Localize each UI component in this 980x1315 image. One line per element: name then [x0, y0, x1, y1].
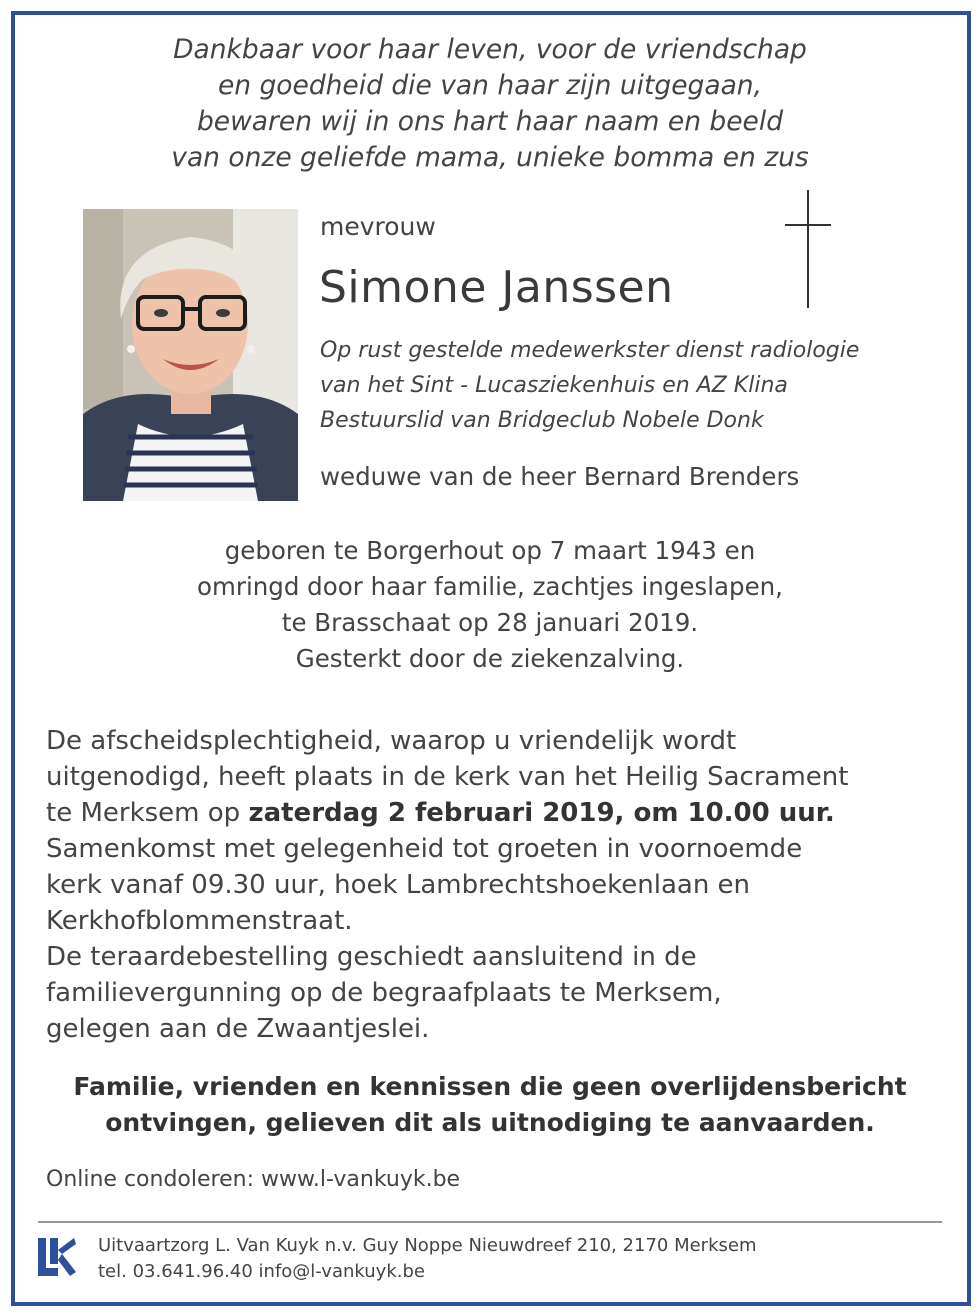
ceremony-place: te Merksem op [46, 798, 249, 828]
ceremony-line: De teraardebestelling geschiedt aansluitend in de [46, 942, 697, 972]
footer-divider [38, 1221, 942, 1223]
notice-line: ontvingen, gelieven dit als uitnodiging te aanvaarden. [105, 1108, 875, 1137]
footer-contact: tel. 03.641.96.40 info@l-vankuyk.be [98, 1261, 425, 1282]
salutation: mevrouw [320, 212, 436, 241]
ceremony-line: kerk vanaf 09.30 uur, hoek Lambrechtshoekenlaan en [46, 870, 751, 900]
ceremony-line: familievergunning op de begraafplaats te Merksem, [46, 978, 722, 1008]
cross-icon [785, 190, 831, 308]
birth-line: geboren te Borgerhout op 7 maart 1943 en [224, 536, 756, 565]
online-condolence-link[interactable]: Online condoleren: www.l-vankuyk.be [46, 1167, 461, 1192]
ceremony-line: De afscheidsplechtigheid, waarop u vriendelijk wordt [46, 726, 737, 756]
notice-line: Familie, vrienden en kennissen die geen overlijdensbericht [73, 1072, 907, 1101]
roles-list [320, 333, 859, 438]
birth-line: te Brasschaat op 28 januari 2019. [281, 608, 699, 637]
role-line: van het Sint - Lucasziekenhuis en AZ Klina [320, 373, 788, 398]
poem-line: Dankbaar voor haar leven, voor de vriendschap [173, 34, 807, 65]
ceremony-line: Kerkhofblommenstraat. [46, 906, 353, 936]
birth-death-info [0, 533, 980, 677]
birth-line: omringd door haar familie, zachtjes ingeslapen, [197, 572, 783, 601]
role-line: Op rust gestelde medewerkster dienst radiologie [320, 338, 860, 363]
birth-line: Gesterkt door de ziekenzalving. [295, 644, 685, 673]
opening-poem [0, 32, 980, 176]
ceremony-line: Samenkomst met gelegenheid tot groeten in voornoemde [46, 834, 803, 864]
ceremony-date: zaterdag 2 februari 2019, om 10.00 uur. [248, 798, 835, 828]
poem-line: en goedheid die van haar zijn uitgegaan, [217, 70, 763, 101]
ceremony-line: uitgenodigd, heeft plaats in de kerk van het Heilig Sacrament [46, 762, 849, 792]
ceremony-details [46, 723, 848, 1047]
funeral-home-logo [36, 1236, 78, 1278]
footer-address: Uitvaartzorg L. Van Kuyk n.v. Guy Noppe Nieuwdreef 210, 2170 Merksem [98, 1235, 757, 1256]
portrait-photo [83, 209, 298, 501]
widow-line: weduwe van de heer Bernard Brenders [320, 462, 800, 491]
poem-line: van onze geliefde mama, unieke bomma en zus [171, 142, 809, 173]
ceremony-line [46, 795, 848, 831]
invitation-notice [0, 1069, 980, 1141]
poem-line: bewaren wij in ons hart haar naam en beeld [196, 106, 784, 137]
role-line: Bestuurslid van Bridgeclub Nobele Donk [320, 408, 764, 433]
deceased-name: Simone Janssen [319, 262, 674, 313]
ceremony-line: gelegen aan de Zwaantjeslei. [46, 1014, 430, 1044]
funeral-home-info [98, 1233, 757, 1285]
